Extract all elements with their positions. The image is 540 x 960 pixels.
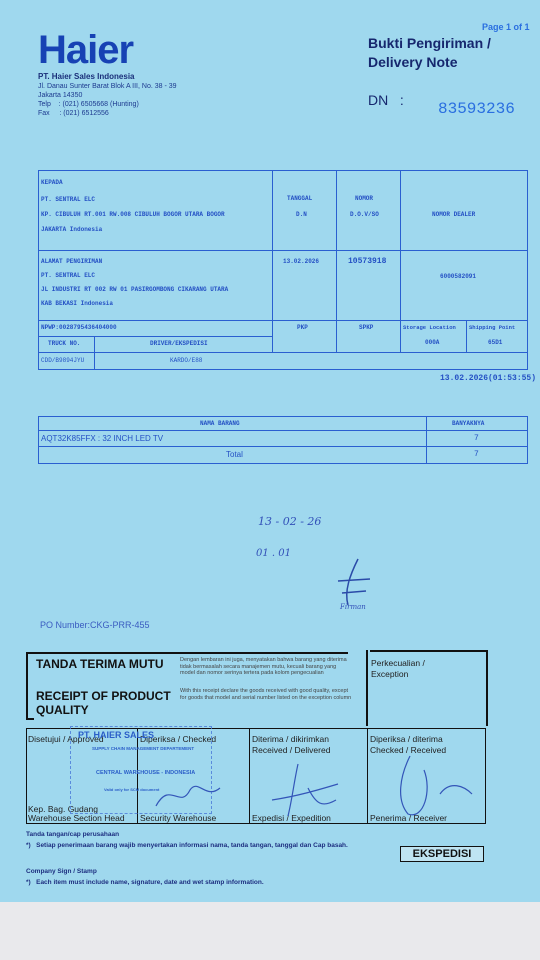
phone: Telp : (021) 6505668 (Hunting) [38, 101, 139, 108]
ekspedisi-box: EKSPEDISI [400, 846, 484, 862]
item-name: AQT32K85FFX : 32 INCH LED TV [41, 434, 164, 443]
pkp-label: PKP [297, 324, 308, 331]
po-number: PO Number:CKG-PRR-455 [40, 620, 150, 630]
ship-name: PT. SENTRAL ELC [41, 272, 96, 279]
truck-label: TRUCK NO. [48, 340, 81, 347]
dn-label: DN : [368, 92, 404, 108]
tanda-terima-label: TANDA TERIMA MUTU [36, 657, 164, 671]
handwritten-sign-name: Firman [340, 603, 366, 611]
stamp-line2: SUPPLY CHAIN MANAGEMENT DEPARTEMENT [92, 746, 195, 751]
tanda-text: Dengan lembaran ini juga, menyatakan bahwa barang yang diterima tidak bermasalah secara manajemen mutu, kecuali barang yang model dan nomor serinya tertera pada kolom pengecualian [180, 657, 347, 676]
address-line2: Jakarta 14350 [38, 92, 83, 99]
haier-logo: Haier [38, 28, 134, 72]
approved-label: Disetujui / Approved [28, 734, 104, 744]
stamp-line1: PT. HAIER SALES [78, 730, 155, 740]
shipping-label: Shipping Point [469, 324, 516, 331]
section-head-label-1: Kep. Bag. Gudang [28, 804, 98, 814]
total-value: 7 [474, 450, 479, 459]
received-label-1: Diperiksa / diterima [370, 734, 443, 744]
fax: Fax : (021) 6512556 [38, 110, 109, 117]
info-table [38, 170, 528, 370]
truck-value: CDD/B9894JYU [41, 357, 85, 364]
handwritten-date: 13 - 02 - 26 [258, 515, 322, 528]
exception-label2: Exception [371, 669, 409, 679]
courier-signature [258, 760, 348, 820]
receiver-signature [380, 750, 480, 820]
footer-note1-text: *) Setiap penerimaan barang wajib menyertakan informasi nama, tanda tangan, tanggal dan Cap basah. [26, 842, 348, 849]
nomor-label: NOMOR [355, 195, 374, 202]
kepada-label: KEPADA [41, 179, 63, 186]
ship-address1: JL INDUSTRI RT 002 RW 01 PASIRGOMBONG CIKARANG UTARA [41, 286, 229, 293]
ship-address2: KAB BEKASI Indonesia [41, 300, 114, 307]
col-nama-barang: NAMA BARANG [200, 420, 240, 427]
col-banyaknya: BANYAKNYA [452, 420, 485, 427]
stamp-line3: CENTRAL WAREHOUSE - INDONESIA [96, 770, 196, 776]
shipping-value: 65D1 [488, 339, 503, 346]
recipient-address1: KP. CIBULUH RT.001 RW.008 CIBULUH BOGOR UTARA BOGOR [41, 211, 225, 218]
nomor-number: 10573918 [348, 257, 387, 266]
nomor-dealer-label: NOMOR DEALER [432, 211, 476, 218]
receiver-label: Penerima / Receiver [370, 813, 448, 823]
total-label: Total [226, 450, 243, 459]
security-label: Security Warehouse [140, 813, 217, 823]
dn-number: 83593236 [438, 100, 515, 118]
npwp: NPWP:0028795436404000 [41, 324, 117, 331]
expedition-label: Expedisi / Expedition [252, 813, 331, 823]
title-line2: Delivery Note [368, 54, 458, 70]
alamat-label: ALAMAT PENGIRIMAN [41, 258, 103, 265]
receipt-text: With this receipt declare the goods received with good quality, except for goods that model and serial number listed on the exception column [180, 688, 352, 701]
driver-value: KARDO/E88 [170, 357, 203, 364]
footer-note1-title: Tanda tangan/cap perusahaan [26, 831, 120, 838]
dealer-number: 6000582091 [440, 273, 477, 280]
storage-value: 000A [425, 339, 440, 346]
handwritten-time: 01 . 01 [256, 548, 291, 559]
delivered-label-1: Diterima / dikirimkan [252, 734, 329, 744]
title-line1: Bukti Pengiriman / [368, 35, 491, 51]
recipient-address2: JAKARTA Indonesia [41, 226, 103, 233]
footer-note2-text: *) Each item must include name, signature, date and wet stamp information. [26, 879, 264, 886]
receipt-product-label: RECEIPT OF PRODUCT [36, 689, 171, 703]
stamp-line4: Valid only for SCM document [104, 787, 160, 792]
footer-note2-title: Company Sign / Stamp [26, 868, 97, 875]
checker-signature [150, 770, 230, 815]
delivered-label-2: Received / Delivered [252, 745, 331, 755]
driver-label: DRIVER/EKSPEDISI [150, 340, 208, 347]
received-label-2: Checked / Received [370, 745, 447, 755]
print-timestamp: 13.02.2026(01:53:55) [440, 374, 537, 383]
tanggal-label: TANGGAL [287, 195, 313, 202]
exception-label: Perkecualian / [371, 658, 425, 668]
section-head-label-2: Warehouse Section Head [28, 813, 125, 823]
checked-label: Diperiksa / Checked [140, 734, 217, 744]
address-line1: Jl. Danau Sunter Barat Blok A III, No. 38 - 39 [38, 83, 177, 90]
storage-label: Storage Location [403, 324, 456, 331]
quality-label: QUALITY [36, 703, 89, 717]
company-name: PT. Haier Sales Indonesia [38, 72, 135, 81]
recipient-name: PT. SENTRAL ELC [41, 196, 96, 203]
item-qty: 7 [474, 434, 479, 443]
spkp-label: SPKP [359, 324, 374, 331]
nomor-value: D.O.V/SO [350, 211, 379, 218]
page-indicator: Page 1 of 1 [482, 22, 530, 32]
delivery-date: 13.02.2026 [283, 258, 320, 265]
tanggal-value: D.N [296, 211, 307, 218]
